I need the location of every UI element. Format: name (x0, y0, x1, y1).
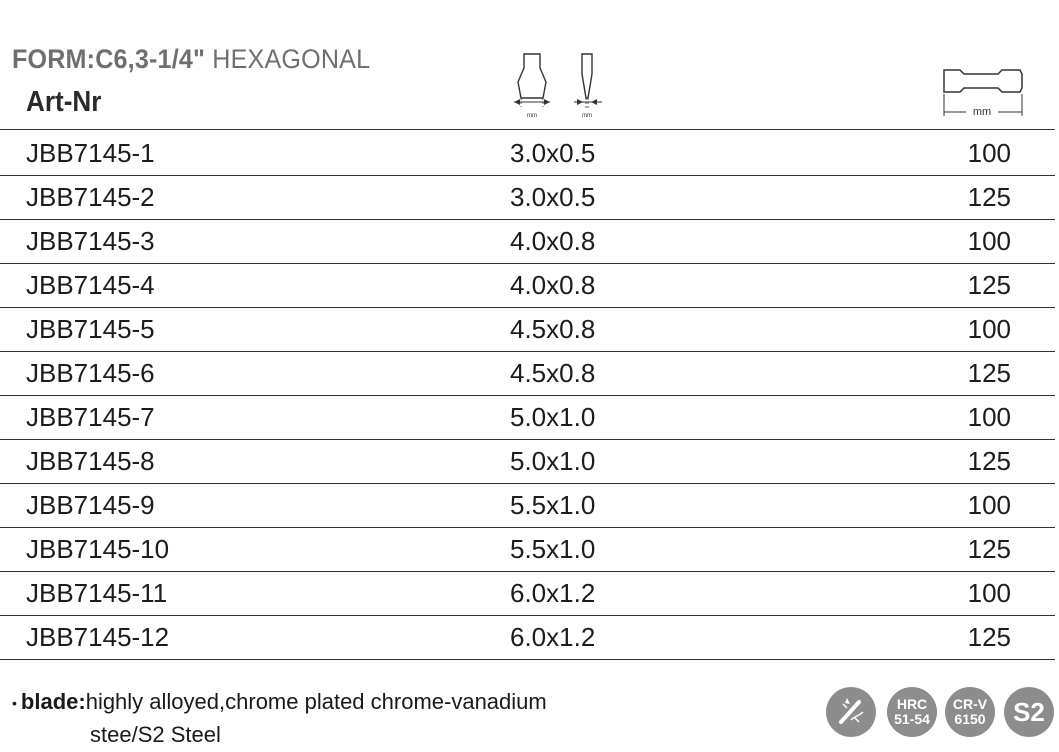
art-nr-header: Art-Nr (26, 86, 102, 118)
tip-width-unit: mm (527, 113, 537, 119)
art-nr-cell: JBB7145-6 (26, 358, 155, 388)
art-nr-cell: JBB7145-12 (26, 622, 170, 652)
length-cell: 125 (967, 534, 1011, 564)
length-cell: 125 (967, 182, 1011, 212)
flat-blade-thickness-icon (570, 52, 606, 120)
size-cell: 3.0x0.5 (510, 182, 596, 212)
art-nr-cell: JBB7145-8 (26, 446, 155, 476)
note-bullet: • (12, 695, 17, 712)
table-row (0, 527, 1055, 571)
length-cell: 125 (967, 358, 1011, 388)
size-cell: 4.5x0.8 (510, 358, 596, 388)
note-label: blade: (20, 689, 86, 714)
length-cell: 100 (967, 226, 1011, 256)
size-cell: 6.0x1.2 (510, 622, 596, 652)
length-unit-label: mm (972, 106, 992, 118)
size-cell: 4.0x0.8 (510, 270, 596, 300)
size-cell: 3.0x0.5 (510, 138, 596, 168)
chrome-plated-badge-icon (826, 687, 876, 737)
hrc-badge: HRC 51-54 (887, 687, 937, 737)
art-nr-cell: JBB7145-7 (26, 402, 155, 432)
size-cell: 4.5x0.8 (510, 314, 596, 344)
note-line1: highly alloyed,chrome plated chrome-vanadium (85, 689, 547, 714)
table-row (0, 439, 1055, 483)
size-cell: 5.0x1.0 (510, 402, 596, 432)
table-row (0, 351, 1055, 395)
size-cell: 5.0x1.0 (510, 446, 596, 476)
crv-badge: CR-V 6150 (945, 687, 995, 737)
blade-note (12, 686, 547, 751)
length-cell: 125 (967, 446, 1011, 476)
table-row (0, 615, 1055, 659)
length-cell: 100 (967, 314, 1011, 344)
size-cell: 6.0x1.2 (510, 578, 596, 608)
length-cell: 125 (967, 270, 1011, 300)
art-nr-cell: JBB7145-4 (26, 270, 155, 300)
header-divider (0, 129, 1055, 130)
tip-thickness-unit: mm (582, 113, 592, 119)
table-row (0, 307, 1055, 351)
art-nr-cell: JBB7145-10 (26, 534, 170, 564)
table-row (0, 395, 1055, 439)
length-cell: 100 (967, 402, 1011, 432)
length-cell: 100 (967, 490, 1011, 520)
s2-badge: S2 (1004, 687, 1054, 737)
table-row (0, 175, 1055, 219)
size-cell: 4.0x0.8 (510, 226, 596, 256)
art-nr-cell: JBB7145-1 (26, 138, 155, 168)
note-line2: stee/S2 Steel (90, 722, 221, 748)
length-cell: 100 (967, 578, 1011, 608)
hex-bit-length-icon (940, 64, 1024, 120)
art-nr-cell: JBB7145-11 (26, 578, 168, 608)
art-nr-cell: JBB7145-3 (26, 226, 155, 256)
table-row (0, 483, 1055, 527)
size-cell: 5.5x1.0 (510, 534, 596, 564)
table-row (0, 263, 1055, 307)
art-nr-cell: JBB7145-9 (26, 490, 155, 520)
form-title: FORM:C6,3-1/4" HEXAGONAL (12, 44, 371, 74)
table-row (0, 219, 1055, 263)
art-nr-cell: JBB7145-2 (26, 182, 155, 212)
table-row (0, 571, 1055, 615)
row-divider (0, 659, 1055, 660)
length-cell: 100 (967, 138, 1011, 168)
length-cell: 125 (967, 622, 1011, 652)
flat-blade-width-icon (510, 52, 554, 120)
art-nr-cell: JBB7145-5 (26, 314, 155, 344)
table-row (0, 131, 1055, 175)
size-cell: 5.5x1.0 (510, 490, 596, 520)
